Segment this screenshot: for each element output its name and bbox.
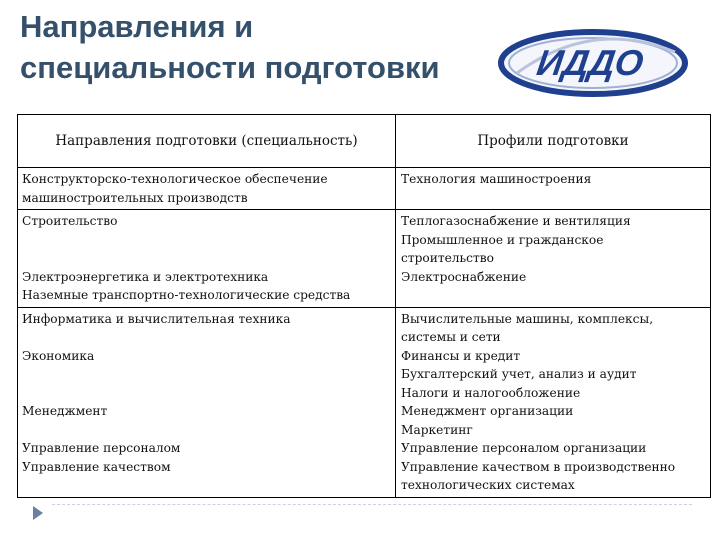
programs-table <box>17 114 710 498</box>
profile-line: Вычислительные машины, комплексы, <box>401 311 654 326</box>
profile-cell <box>396 307 711 497</box>
page-title <box>20 6 440 88</box>
profile-line: Финансы и кредит <box>401 348 521 363</box>
profile-line: Управление персоналом организации <box>401 441 647 455</box>
direction-line: Информатика и вычислительная техника <box>22 311 291 326</box>
profile-line: Технология машиностроения <box>401 172 592 186</box>
direction-line: Управление качеством <box>22 459 171 474</box>
direction-line: Менеджмент <box>22 404 108 418</box>
profile-line: системы и сети <box>401 330 501 344</box>
direction-line: Строительство <box>22 214 118 228</box>
direction-line: Наземные транспортно-технологические средства <box>22 288 351 302</box>
profile-line: Управление качеством в производственно <box>401 459 676 474</box>
profile-line: Электроснабжение <box>401 269 527 284</box>
profile-line: технологических системах <box>401 478 575 492</box>
profile-line: Налоги и налогообложение <box>401 385 581 400</box>
profile-line: строительство <box>401 251 494 265</box>
triangle-arrow-icon <box>33 506 43 520</box>
table-row <box>18 307 711 497</box>
direction-line <box>22 384 391 403</box>
profile-line: Теплогазоснабжение и вентиляция <box>401 214 631 228</box>
direction-line <box>22 249 391 268</box>
header-directions: Направления подготовки (специальность) <box>18 115 396 168</box>
direction-line: Электроэнергетика и электротехника <box>22 269 269 284</box>
direction-line: Управление персоналом <box>22 441 181 455</box>
direction-cell <box>18 168 396 210</box>
direction-line: Экономика <box>22 348 95 363</box>
direction-line: Конструкторско-технологическое обеспечение <box>22 172 328 186</box>
direction-cell <box>18 210 396 308</box>
title-line-2: специальности подготовки <box>20 50 440 85</box>
profile-line: Маркетинг <box>401 422 473 437</box>
profile-line <box>401 286 706 305</box>
footer-divider <box>52 504 692 505</box>
direction-line: машиностроительных производств <box>22 190 248 205</box>
table-row <box>18 168 711 210</box>
table-row <box>18 210 711 308</box>
direction-line <box>22 328 391 347</box>
iddo-logo <box>497 28 689 98</box>
direction-cell <box>18 307 396 497</box>
direction-line <box>22 365 391 384</box>
profile-cell <box>396 210 711 308</box>
direction-line <box>22 231 391 250</box>
profile-cell <box>396 168 711 210</box>
direction-line <box>22 421 391 440</box>
logo-text: ИДДО <box>534 42 646 83</box>
title-line-1: Направления и <box>20 9 254 44</box>
profile-line: Промышленное и гражданское <box>401 232 604 247</box>
profile-line: Бухгалтерский учет, анализ и аудит <box>401 367 637 381</box>
header-profiles: Профили подготовки <box>396 115 711 168</box>
profile-line: Менеджмент организации <box>401 404 574 418</box>
table-header-row <box>18 115 711 168</box>
